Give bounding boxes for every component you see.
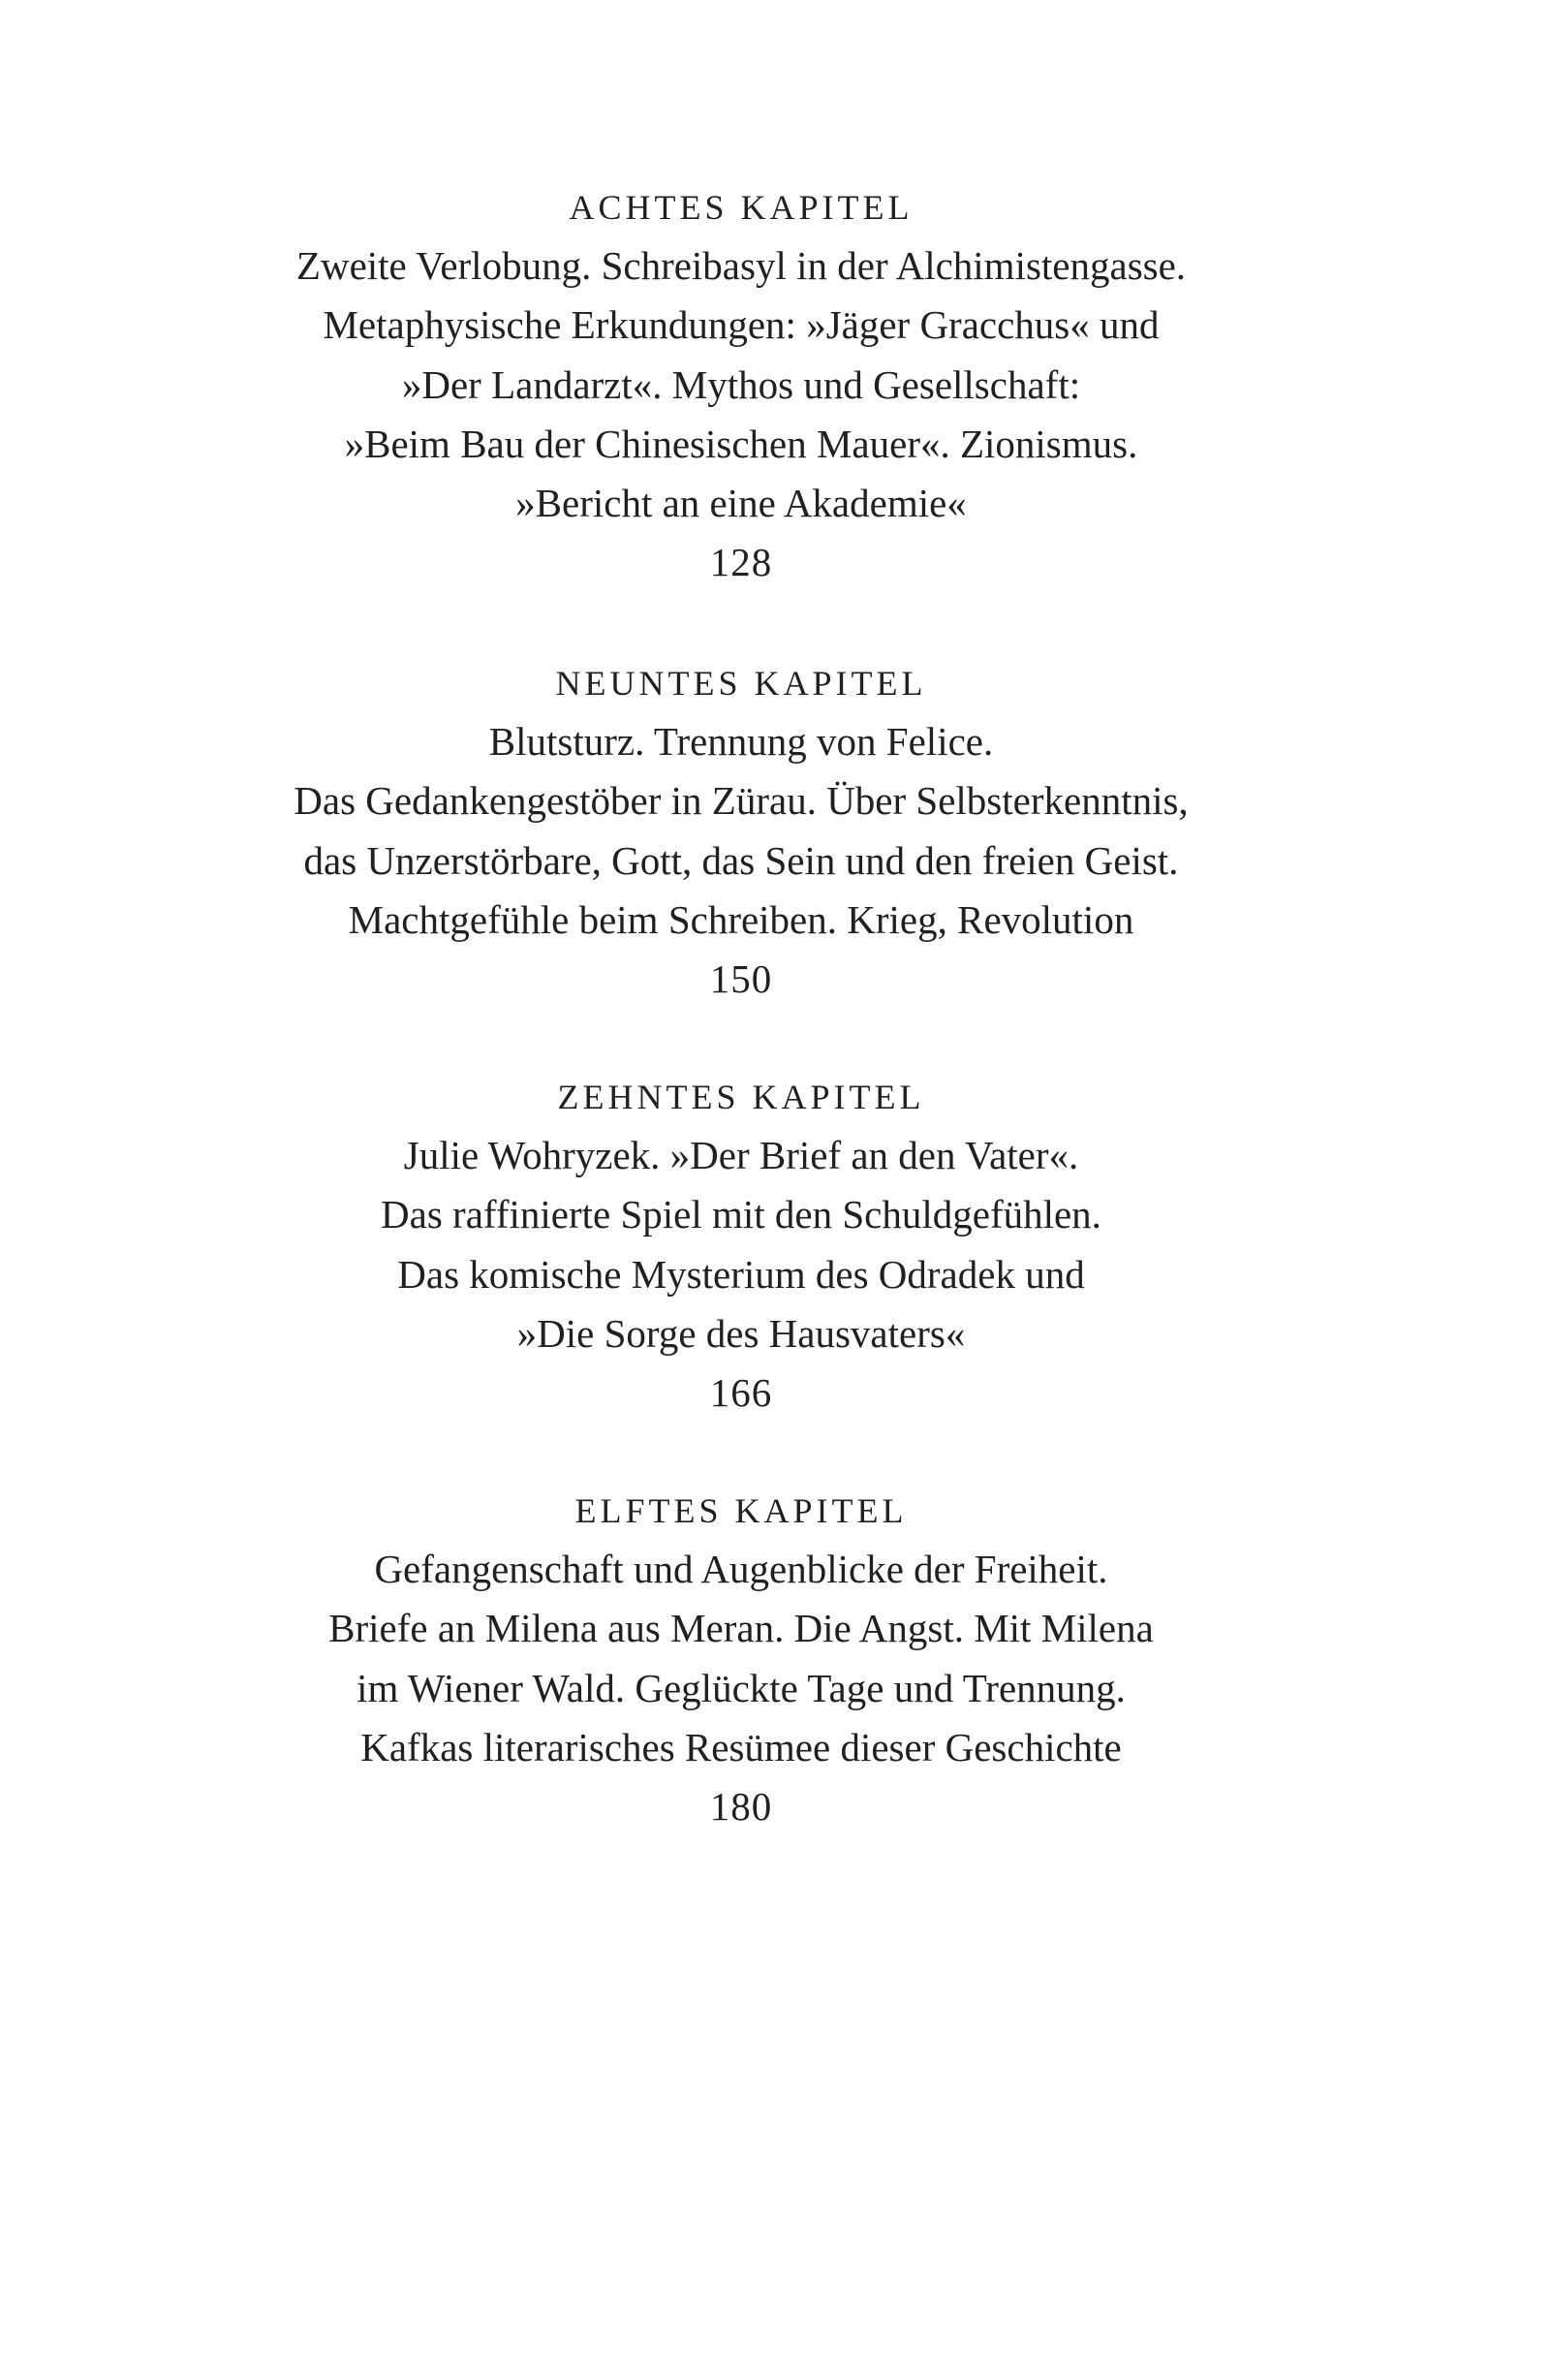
chapter-summary-line: Metaphysische Erkundungen: »Jäger Gracchus« und <box>323 302 1160 348</box>
chapter-page-number: 180 <box>709 1784 773 1830</box>
chapter-summary-line: Briefe an Milena aus Meran. Die Angst. Mit Milena <box>328 1606 1154 1651</box>
chapter-heading: NEUNTES KAPITEL <box>555 664 927 703</box>
chapter-entry-neuntes-kapitel <box>0 654 1482 1009</box>
chapter-entry-achtes-kapitel <box>0 178 1482 593</box>
chapter-summary-line: Das Gedankengestöber in Zürau. Über Selbsterkenntnis, <box>294 778 1189 824</box>
chapter-summary-line: »Beim Bau der Chinesischen Mauer«. Zionismus. <box>344 421 1138 466</box>
chapter-page-number: 128 <box>709 540 773 585</box>
chapter-entry-elftes-kapitel <box>0 1482 1482 1836</box>
chapter-summary-line: Blutsturz. Trennung von Felice. <box>488 719 994 764</box>
chapter-summary-line: im Wiener Wald. Geglückte Tage und Trennung. <box>356 1665 1126 1710</box>
chapter-summary-line: das Unzerstörbare, Gott, das Sein und den freien Geist. <box>303 837 1179 883</box>
chapter-summary-line: Gefangenschaft und Augenblicke der Freiheit. <box>374 1547 1108 1591</box>
chapter-summary-line: »Der Landarzt«. Mythos und Gesellschaft: <box>401 361 1081 407</box>
chapter-page-number: 150 <box>709 956 773 1002</box>
chapter-heading: ELFTES KAPITEL <box>574 1491 908 1530</box>
chapter-summary-line: »Bericht an eine Akademie« <box>515 481 967 526</box>
chapter-page-number: 166 <box>709 1370 773 1416</box>
chapter-heading: ZEHNTES KAPITEL <box>557 1078 925 1116</box>
chapter-summary-line: Machtgefühle beim Schreiben. Krieg, Revolution <box>348 896 1134 942</box>
chapter-summary-line: Zweite Verlobung. Schreibasyl in der Alchimistengasse. <box>295 243 1187 288</box>
chapter-summary-line: Das komische Mysterium des Odradek und <box>397 1251 1085 1297</box>
chapter-entry-zehntes-kapitel <box>0 1068 1482 1423</box>
chapter-summary-line: Julie Wohryzek. »Der Brief an den Vater«. <box>403 1133 1079 1177</box>
chapter-summary-line: Das raffinierte Spiel mit den Schuldgefühlen. <box>381 1192 1101 1237</box>
chapter-summary-line: Kafkas literarisches Resümee dieser Geschichte <box>360 1724 1122 1769</box>
chapter-heading: ACHTES KAPITEL <box>569 188 914 227</box>
chapter-summary-line: »Die Sorge des Hausvaters« <box>516 1310 966 1356</box>
